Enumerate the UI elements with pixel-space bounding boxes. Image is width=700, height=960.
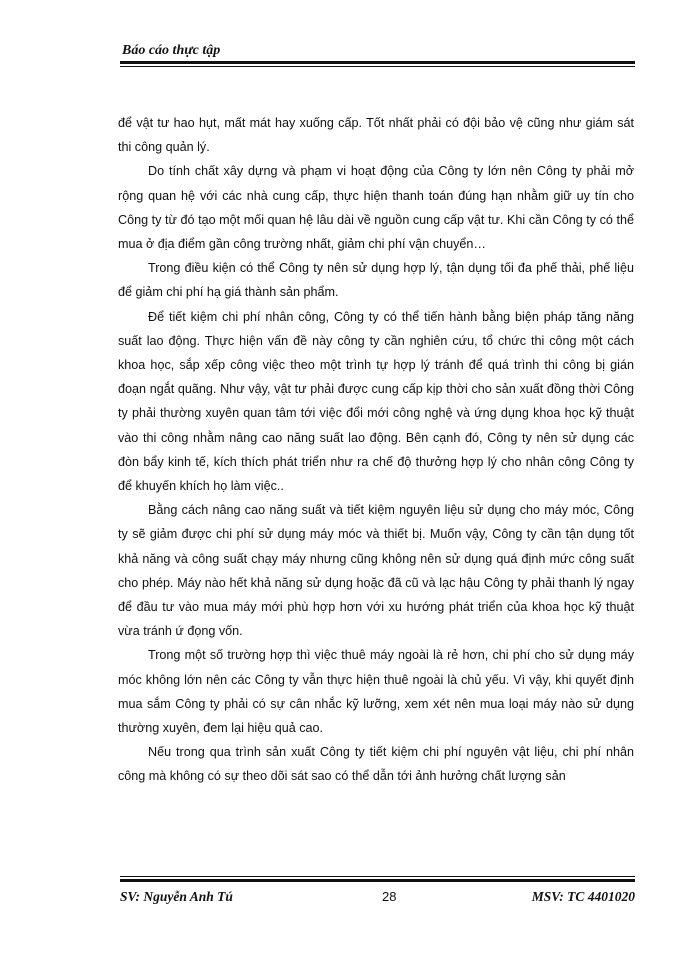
student-name: SV: Nguyễn Anh Tú — [120, 889, 233, 904]
page-number: 28 — [382, 889, 397, 904]
footer-rule-thin — [120, 876, 635, 877]
document-body — [118, 111, 634, 789]
paragraph: Trong một số trường hợp thì việc thuê máy ngoài là rẻ hơn, chi phí cho sử dụng máy móc không lớn nên các Công ty vẫn thực hiện thuê ngoài là chủ yếu. Vì vậy, khi quyết định mua sắm Công ty phải có sự cân nhắc kỹ lưỡng, xem xét nên mua loại máy nào sử dụng thường xuyên, đem lại hiệu quả cao. — [118, 648, 634, 736]
paragraph: Do tính chất xây dựng và phạm vi hoạt động của Công ty lớn nên Công ty phải mở rộng quan hệ với các nhà cung cấp, thực hiện thanh toán đúng hạn nhằm giữ uy tín cho Công ty từ đó tạo một mối quan hệ lâu dài về nguồn cung cấp vật tư. Khi cần Công ty có thể mua ở địa điểm gần công trường nhất, giảm chi phí vận chuyển… — [118, 164, 634, 252]
page-header — [120, 42, 635, 67]
paragraph-continuation: để vật tư hao hụt, mất mát hay xuống cấp. Tốt nhất phải có đội bảo vệ cũng như giám sát thi công quản lý. — [118, 116, 634, 155]
page-footer — [120, 876, 635, 907]
header-rule-thick — [120, 61, 635, 64]
footer-rule-thick — [120, 879, 635, 882]
footer-row — [120, 887, 635, 907]
paragraph: Bằng cách nâng cao năng suất và tiết kiệm nguyên liệu sử dụng cho máy móc, Công ty sẽ giảm được chi phí sử dụng máy móc và thiết bị. Muốn vậy, Công ty cần tận dụng tốt khả năng và công suất chạy máy nhưng cũng không nên sử dụng quá định mức công suất cho phép. Máy nào hết khả năng sử dụng hoặc đã cũ và lạc hậu Công ty phải thanh lý ngay để đầu tư vào mua máy mới phù hợp hơn với xu hướng phát triển của khoa học kỹ thuật vừa tránh ứ đọng vốn. — [118, 503, 634, 639]
paragraph: Để tiết kiệm chi phí nhân công, Công ty có thể tiến hành bằng biện pháp tăng năng suất lao động. Thực hiện vấn đề này công ty cần nghiên cứu, tổ chức thi công một cách khoa học, sắp xếp công việc theo một trình tự hợp lý tránh để quá trình thi công bị gián đoạn ngắt quãng. Như vậy, vật tư phải được cung cấp kịp thời cho sản xuất đồng thời Công ty phải thường xuyên quan tâm tới việc đổi mới công nghệ và ứng dụng khoa học kỹ thuật vào thi công nhằm nâng cao năng suất lao động. Bên cạnh đó, Công ty nên sử dụng các đòn bẩy kinh tế, kích thích phát triển như ra chế độ thưởng hợp lý cho nhân công Công ty để khuyến khích họ làm việc.. — [118, 309, 634, 494]
paragraph: Trong điều kiện có thể Công ty nên sử dụng hợp lý, tận dụng tối đa phế thải, phế liệu để giảm chi phí hạ giá thành sản phẩm. — [118, 261, 634, 300]
student-id: MSV: TC 4401020 — [531, 889, 635, 904]
header-rule-thin — [120, 66, 635, 67]
paragraph: Nếu trong qua trình sản xuất Công ty tiết kiệm chi phí nguyên vật liệu, chi phí nhân công mà không có sự theo dõi sát sao có thể dẫn tới ảnh hưởng chất lượng sản — [118, 745, 634, 784]
header-title: Báo cáo thực tập — [122, 43, 221, 58]
